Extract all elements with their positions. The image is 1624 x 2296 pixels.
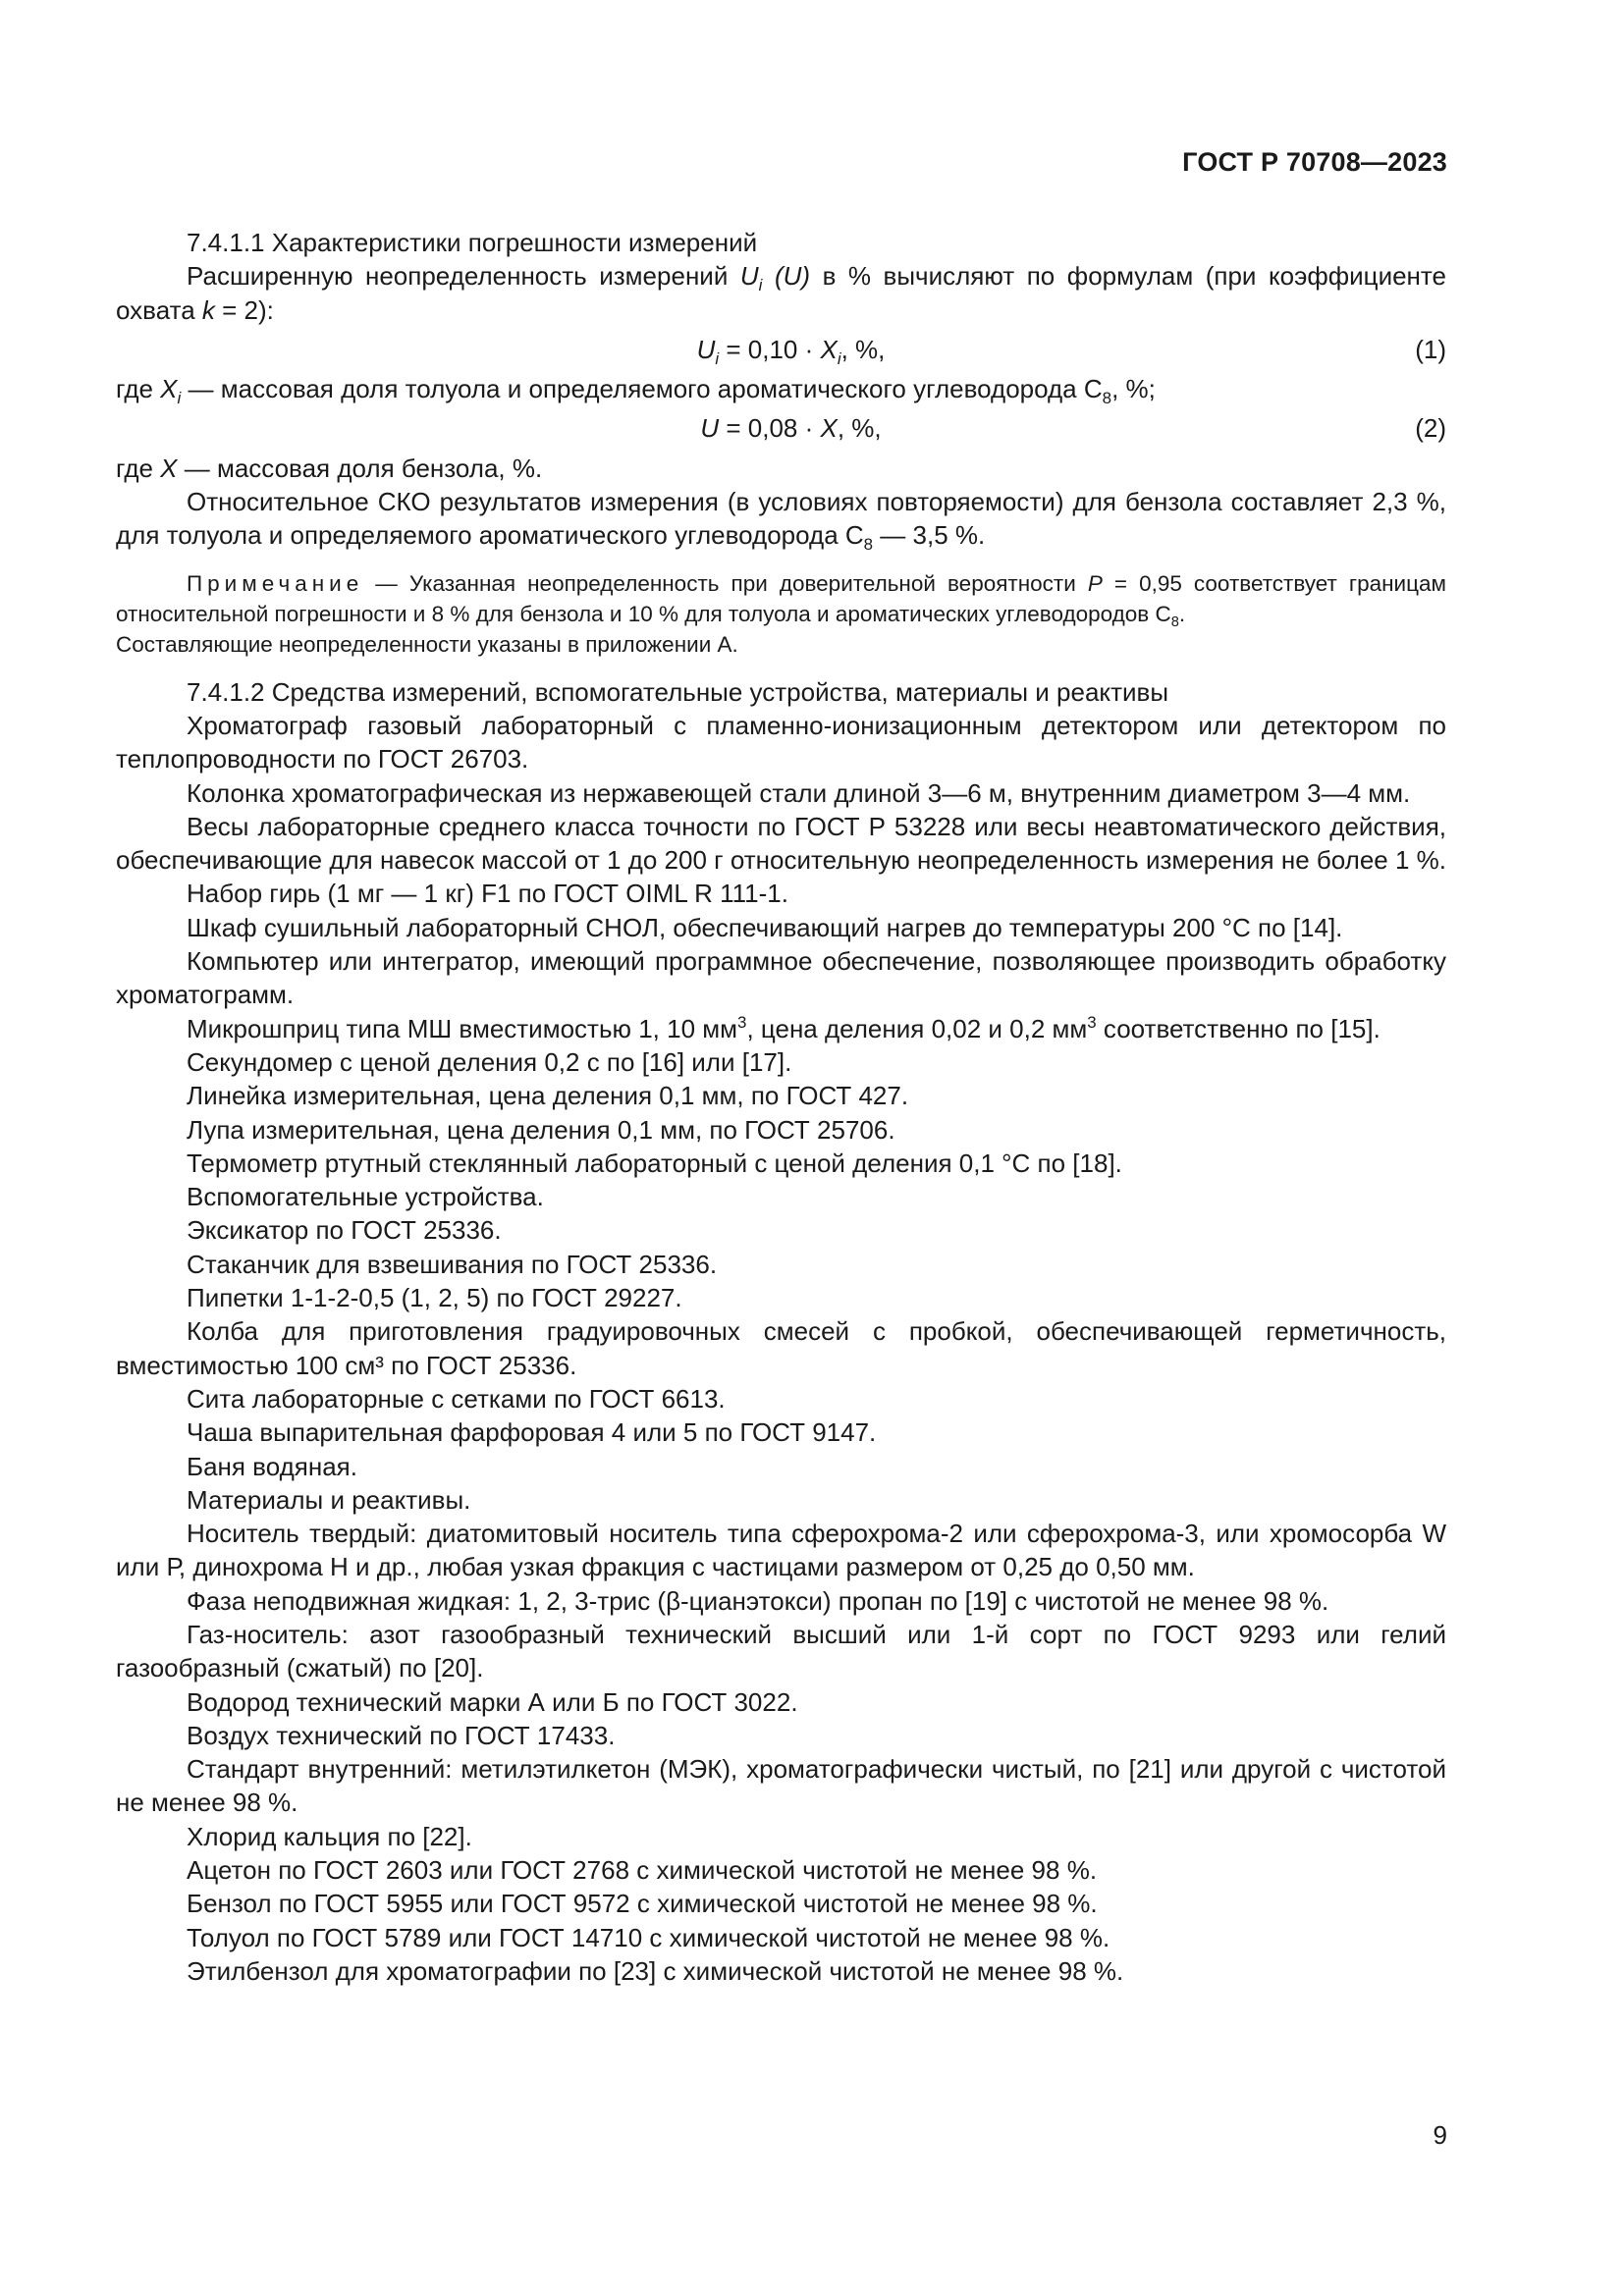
list-item: Набор гирь (1 мг — 1 кг) F1 по ГОСТ OIML R 111-1. bbox=[187, 879, 788, 909]
formula-1 bbox=[116, 333, 1446, 366]
equipment-list bbox=[116, 709, 1446, 1012]
standard-designation: ГОСТ Р 70708—2023 bbox=[1182, 147, 1447, 177]
formula-explanation: где X — массовая доля бензола, %. bbox=[116, 453, 543, 483]
list-item: Колонка хроматографическая из нержавеющей стали длиной 3—6 м, внутренним диаметром 3—4 мм. bbox=[187, 777, 1411, 808]
list-item: Материалы и реактивы. bbox=[187, 1484, 471, 1515]
list-item: Хлорид кальция по [22]. bbox=[187, 1821, 472, 1851]
equipment-list bbox=[116, 1045, 1446, 1988]
list-item: Хроматограф газовый лабораторный с пламенно-ионизационным детектором или детектором по теплопроводности по ГОСТ 26703. bbox=[116, 710, 1446, 774]
list-item: Газ-носитель: азот газообразный технический высший или 1-й сорт по ГОСТ 9293 или гелий газообразный (сжатый) по [20]. bbox=[116, 1619, 1446, 1683]
formula-number: (2) bbox=[1415, 413, 1446, 444]
note-block bbox=[116, 568, 1446, 660]
list-item: Лупа измерительная, цена деления 0,1 мм, по ГОСТ 25706. bbox=[187, 1114, 895, 1145]
formula-number: (1) bbox=[1415, 334, 1446, 364]
section-heading: 7.4.1.1 Характеристики погрешности измерений bbox=[187, 228, 758, 257]
list-item: Воздух технический по ГОСТ 17433. bbox=[187, 1720, 616, 1750]
list-item: Водород технический марки А или Б по ГОСТ 3022. bbox=[187, 1686, 798, 1717]
list-item: Шкаф сушильный лабораторный СНОЛ, обеспечивающий нагрев до температуры 200 °С по [14]. bbox=[187, 912, 1343, 942]
formula-expression: $U_i = 0,10 \cdot X_i$, %, bbox=[696, 334, 886, 368]
list-item: Стаканчик для взвешивания по ГОСТ 25336. bbox=[187, 1249, 718, 1279]
list-item: Секундомер с ценой деления 0,2 с по [16] или [17]. bbox=[187, 1046, 792, 1077]
list-item: Линейка измерительная, цена деления 0,1 мм, по ГОСТ 427. bbox=[187, 1081, 909, 1111]
list-item: Пипетки 1-1-2-0,5 (1, 2, 5) по ГОСТ 29227. bbox=[187, 1283, 682, 1313]
note-label: Примечание bbox=[187, 570, 364, 596]
list-item: Весы лабораторные среднего класса точности по ГОСТ Р 53228 или весы неавтоматического действия, обеспечивающие для навесок массой от 1 до 200 г относительную неопределенность измерения не более 1 %. bbox=[116, 811, 1446, 876]
formula-expression: U = 0,08 · X, %, bbox=[700, 413, 882, 444]
list-item: Сита лабораторные с сетками по ГОСТ 6613. bbox=[187, 1383, 726, 1414]
paragraph: Расширенную неопределенность измерений $U_i$ (U) в % вычисляют по формулам (при коэффициенте охвата k = 2): bbox=[116, 261, 1446, 325]
note-text: Составляющие неопределенности указаны в приложении А. bbox=[116, 631, 738, 657]
list-item: Вспомогательные устройства. bbox=[187, 1182, 544, 1212]
list-item: Ацетон по ГОСТ 2603 или ГОСТ 2768 с химической чистотой не менее 98 %. bbox=[187, 1855, 1098, 1886]
list-item: Микрошприц типа МШ вместимостью 1, 10 $мм^3$, цена деления 0,02 и 0,2 $мм^3$ соответственно по [15]. bbox=[187, 1012, 1380, 1043]
section-heading: 7.4.1.2 Средства измерений, вспомогательные устройства, материалы и реактивы bbox=[187, 676, 1169, 707]
list-item: Баня водяная. bbox=[187, 1451, 357, 1481]
list-item: Фаза неподвижная жидкая: 1, 2, 3-трис (β-цианэтокси) пропан по [19] с чистотой не менее 98 %. bbox=[187, 1585, 1329, 1616]
list-item: Компьютер или интегратор, имеющий программное обеспечение, позволяющее производить обработку хроматограмм. bbox=[116, 946, 1446, 1010]
list-item: Чаша выпарительная фарфоровая 4 или 5 по ГОСТ 9147. bbox=[187, 1417, 877, 1448]
paragraph: Относительное СКО результатов измерения (в условиях повторяемости) для бензола составляет 2,3 %, для толуола и определяемого ароматического углеводорода $С_8$ — 3,5 %. bbox=[116, 487, 1446, 555]
list-item: Колба для приготовления градуировочных смесей с пробкой, обеспечивающей герметичность, вместимостью 100 см³ по ГОСТ 25336. bbox=[116, 1316, 1446, 1380]
list-item: Стандарт внутренний: метилэтилкетон (МЭК), хроматографически чистый, по [21] или другой с чистотой не менее 98 %. bbox=[116, 1754, 1446, 1818]
list-item: Толуол по ГОСТ 5789 или ГОСТ 14710 с химической чистотой не менее 98 %. bbox=[187, 1922, 1110, 1952]
note-text: Примечание — Указанная неопределенность при доверительной вероятности P = 0,95 соответствует границам относительной погрешности и 8 % для бензола и 10 % для толуола и ароматических углеводородов $С_8$. bbox=[116, 570, 1446, 630]
list-item: Эксикатор по ГОСТ 25336. bbox=[187, 1215, 502, 1246]
list-item: Этилбензол для хроматографии по [23] с химической чистотой не менее 98 %. bbox=[187, 1955, 1124, 1986]
list-item: Бензол по ГОСТ 5955 или ГОСТ 9572 с химической чистотой не менее 98 %. bbox=[187, 1889, 1098, 1919]
page-number: 9 bbox=[1433, 2120, 1447, 2150]
list-item: Термометр ртутный стеклянный лабораторный с ценой деления 0,1 °С по [18]. bbox=[187, 1148, 1122, 1178]
formula-explanation: где $X_i$ — массовая доля толуола и определяемого ароматического углеводорода $С_8$, %; bbox=[116, 374, 1156, 408]
page-content bbox=[116, 226, 1446, 1988]
formula-2 bbox=[116, 411, 1446, 445]
list-item: Носитель твердый: диатомитовый носитель типа сферохрома-2 или сферохрома-3, или хромосорба W или Р, динохрома Н и др., любая узкая фракция с частицами размером от 0,25 до 0,50 мм. bbox=[116, 1519, 1446, 1582]
